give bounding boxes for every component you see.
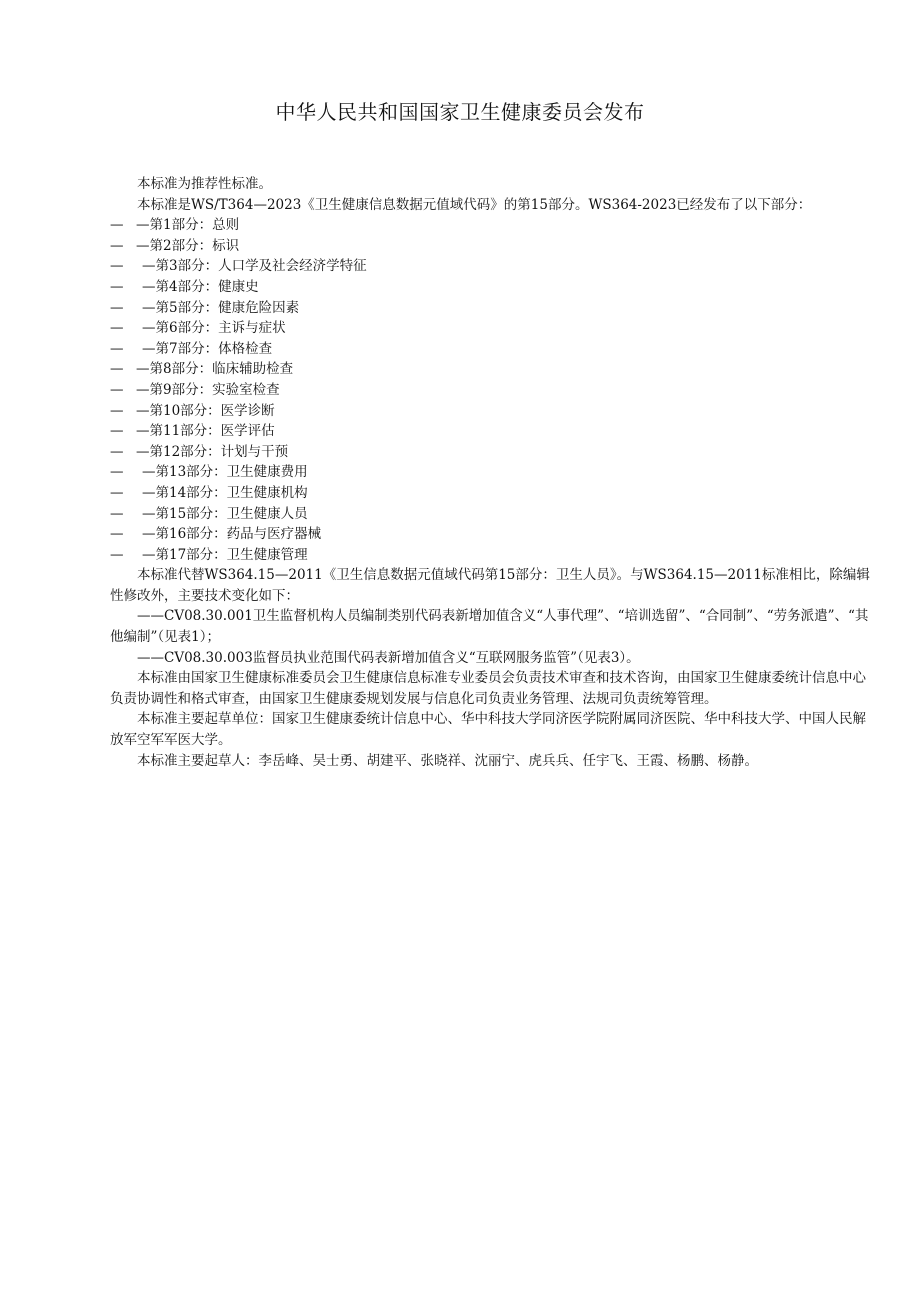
intro-paragraph: 本标准是WS/T364—2023《卫生健康信息数据元值域代码》的第15部分。WS364-2023已经发布了以下部分： (137, 196, 812, 213)
list-item: — —第10部分：医学诊断 (110, 402, 275, 419)
list-item: — —第9部分：实验室检查 (110, 381, 280, 398)
list-item: — —第6部分：主诉与症状 (110, 320, 286, 337)
page-title: 中华人民共和国国家卫生健康委员会发布 (275, 100, 645, 124)
body-paragraph: 本标准代替WS364.15—2011《卫生信息数据元值域代码第15部分：卫生人员》。与WS364.15—2011标准相比，除编辑性修改外，主要技术变化如下： (110, 567, 870, 604)
list-item: — —第7部分：体格检查 (110, 340, 273, 357)
parts-list (110, 215, 870, 565)
body-paragraph: 本标准由国家卫生健康标准委员会卫生健康信息标准专业委员会负责技术审查和技术咨询，由国家卫生健康委统计信息中心负责协调性和格式审查，由国家卫生健康委规划发展与信息化司负责业务管理、法规司负责统筹管理。 (110, 670, 866, 707)
list-item: — —第5部分：健康危险因素 (110, 299, 300, 316)
list-item: — —第4部分：健康史 (110, 278, 259, 295)
list-item: — —第12部分：计划与干预 (110, 443, 289, 460)
list-item: — —第17部分：卫生健康管理 (110, 546, 308, 563)
list-item: — —第15部分：卫生健康人员 (110, 505, 308, 522)
body-paragraph: 本标准主要起草人：李岳峰、吴士勇、胡建平、张晓祥、沈丽宁、虎兵兵、任宇飞、王霞、杨鹏、杨静。 (137, 752, 758, 769)
body-paragraph: ——CV08.30.001卫生监督机构人员编制类别代码表新增加值含义“人事代理”、“培训选留”、“合同制”、“劳务派遣”、“其他编制”（见表1）； (110, 608, 869, 646)
list-item: — —第2部分：标识 (110, 237, 240, 254)
list-item: — —第11部分：医学评估 (110, 423, 275, 440)
list-item: — —第13部分：卫生健康费用 (110, 464, 308, 481)
body-paragraph: ——CV08.30.003监督员执业范围代码表新增加值含义“互联网服务监管”（见表3）。 (137, 649, 640, 666)
list-item: — —第1部分：总则 (110, 217, 240, 234)
body-paragraph: 本标准主要起草单位：国家卫生健康委统计信息中心、华中科技大学同济医学院附属同济医院、华中科技大学、中国人民解放军空军军医大学。 (110, 711, 866, 749)
document-body (110, 174, 870, 771)
list-item: — —第14部分：卫生健康机构 (110, 484, 308, 501)
list-item: — —第3部分：人口学及社会经济学特征 (110, 258, 367, 275)
list-item: — —第8部分：临床辅助检查 (110, 361, 294, 378)
list-item: — —第16部分：药品与医疗器械 (110, 526, 322, 543)
intro-paragraph: 本标准为推荐性标准。 (137, 176, 272, 192)
